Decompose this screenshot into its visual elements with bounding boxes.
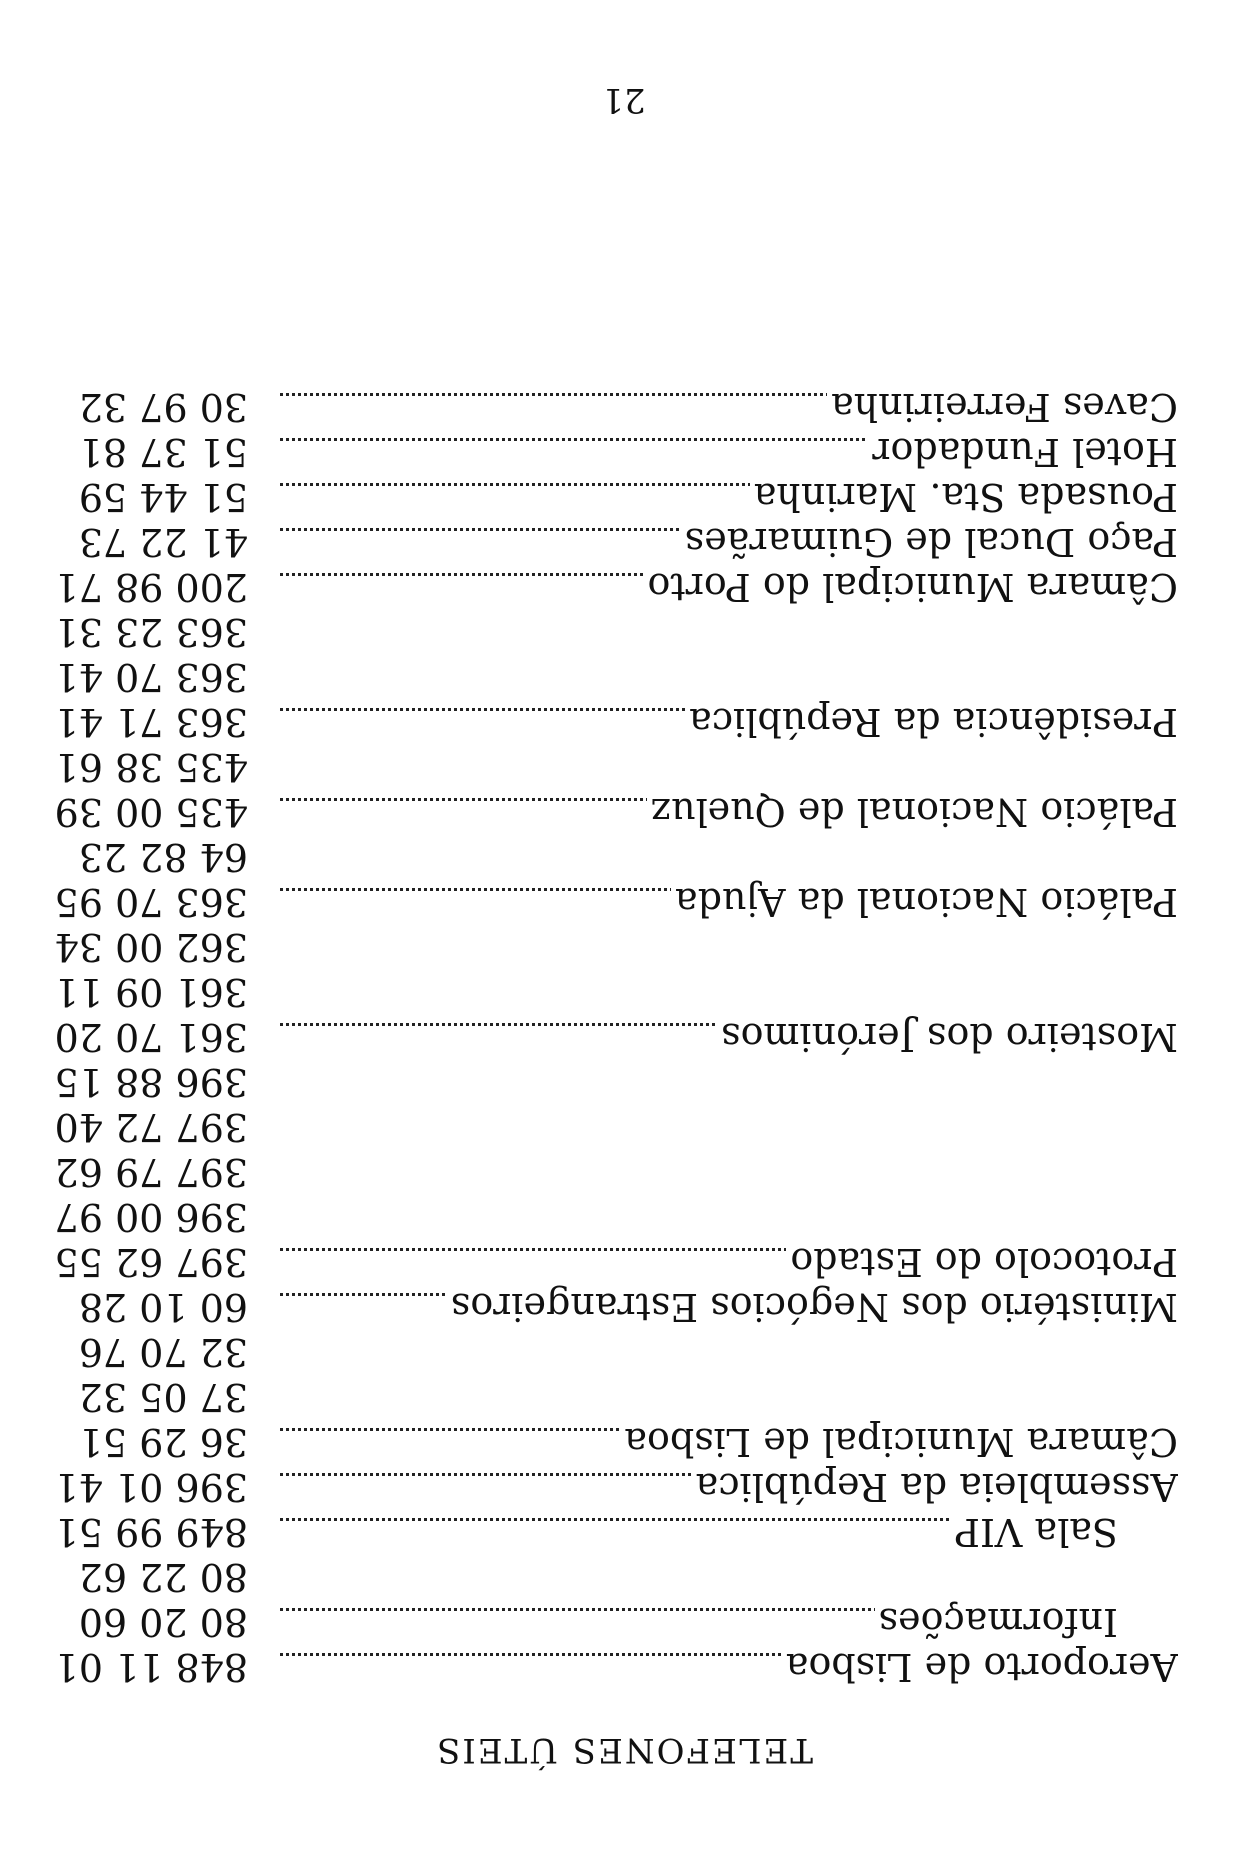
entry-phone-number: 363 70 95 (54, 880, 248, 924)
entry-name (278, 1239, 1178, 1285)
entry-phone-number: 32 70 76 (78, 1330, 248, 1374)
directory-row (0, 1188, 1248, 1240)
entry-name-text: Palácio Nacional da Ajuda (671, 880, 1178, 924)
entry-name (278, 384, 1178, 430)
entry-name-text: Assembleia da República (692, 1465, 1178, 1509)
directory-row (0, 423, 1248, 475)
directory-row (0, 1143, 1248, 1195)
entry-phone-number: 396 88 15 (54, 1060, 248, 1104)
entry-phone-number: 849 99 51 (54, 1510, 248, 1554)
entry-phone-number: 396 00 97 (54, 1195, 248, 1239)
entry-name-text: Palácio Nacional de Queluz (647, 790, 1178, 834)
entry-name-text: Hotel Fundador (868, 430, 1178, 474)
entry-name (278, 1599, 1118, 1645)
entry-phone-number: 361 70 20 (54, 1015, 248, 1059)
entry-name-text: Informações (875, 1600, 1118, 1644)
entry-phone-number: 41 22 73 (78, 520, 248, 564)
entry-name-text: Mosteiro dos Jerónimos (717, 1015, 1178, 1059)
entry-phone-number: 80 20 60 (78, 1600, 248, 1644)
entry-phone-number: 397 79 62 (54, 1150, 248, 1194)
entry-name-text: Ministério dos Negócios Estrangeiros (447, 1285, 1178, 1329)
entry-phone-number: 361 09 11 (54, 970, 248, 1014)
directory-row (0, 1323, 1248, 1375)
directory-row (0, 828, 1248, 880)
directory-row (0, 873, 1248, 925)
directory-row (0, 1548, 1248, 1600)
entry-name (278, 429, 1178, 475)
entry-name (278, 1014, 1178, 1060)
directory-row (0, 693, 1248, 745)
entry-phone-number: 397 62 55 (54, 1240, 248, 1284)
directory-row (0, 468, 1248, 520)
entry-name-text: Caves Ferreirinha (827, 385, 1178, 429)
page-title: TELEFONES ÚTEIS (435, 1730, 813, 1770)
page-number: 21 (602, 80, 646, 120)
directory-row (0, 1413, 1248, 1465)
entry-phone-number: 200 98 71 (54, 565, 248, 609)
directory-row (0, 1278, 1248, 1330)
directory-row (0, 513, 1248, 565)
directory-row (0, 1233, 1248, 1285)
entry-phone-number: 396 01 41 (54, 1465, 248, 1509)
entry-name-text: Câmara Municipal de Lisboa (620, 1420, 1178, 1464)
entry-name (278, 699, 1178, 745)
directory-row (0, 783, 1248, 835)
directory-row (0, 1098, 1248, 1150)
directory-row (0, 1638, 1248, 1690)
directory-row (0, 738, 1248, 790)
entry-name (278, 1509, 1118, 1555)
directory-row (0, 378, 1248, 430)
entry-phone-number: 30 97 32 (78, 385, 248, 429)
directory-row (0, 558, 1248, 610)
entry-phone-number: 80 22 62 (78, 1555, 248, 1599)
directory-row (0, 1503, 1248, 1555)
entry-phone-number: 363 23 31 (54, 610, 248, 654)
directory-row (0, 648, 1248, 700)
entry-phone-number: 848 11 01 (54, 1645, 248, 1689)
directory-row (0, 1593, 1248, 1645)
entry-name (278, 474, 1178, 520)
directory-row (0, 603, 1248, 655)
entry-phone-number: 363 70 41 (54, 655, 248, 699)
entry-name (278, 1464, 1178, 1510)
entry-name (278, 519, 1178, 565)
entry-phone-number: 362 00 34 (54, 925, 248, 969)
directory-row (0, 1458, 1248, 1510)
entry-phone-number: 435 38 61 (54, 745, 248, 789)
entry-phone-number: 37 05 32 (78, 1375, 248, 1419)
entry-name (278, 879, 1178, 925)
entry-phone-number: 36 29 51 (78, 1420, 248, 1464)
entry-name-text: Câmara Municipal do Porto (644, 565, 1178, 609)
entry-name (278, 1644, 1178, 1690)
directory-row (0, 963, 1248, 1015)
directory-row (0, 918, 1248, 970)
directory-row (0, 1053, 1248, 1105)
entry-phone-number: 435 00 39 (54, 790, 248, 834)
directory-row (0, 1008, 1248, 1060)
entry-name-text: Pousada Sta. Marinha (750, 475, 1178, 519)
directory-row (0, 1368, 1248, 1420)
entry-name (278, 1419, 1178, 1465)
entry-phone-number: 363 71 41 (54, 700, 248, 744)
entry-name (278, 1284, 1178, 1330)
entry-phone-number: 51 37 81 (78, 430, 248, 474)
entry-name-text: Paço Ducal de Guimarães (681, 520, 1178, 564)
entry-phone-number: 60 10 28 (78, 1285, 248, 1329)
entry-phone-number: 51 44 59 (78, 475, 248, 519)
entry-phone-number: 64 82 23 (78, 835, 248, 879)
entry-name (278, 789, 1178, 835)
entry-phone-number: 397 72 40 (54, 1105, 248, 1149)
entry-name-text: Protocolo do Estado (786, 1240, 1178, 1284)
entry-name-text: Aeroporto de Lisboa (782, 1645, 1178, 1689)
entry-name-text: Sala VIP (950, 1510, 1118, 1554)
entry-name-text: Presidência da República (685, 700, 1178, 744)
entry-name (278, 564, 1178, 610)
